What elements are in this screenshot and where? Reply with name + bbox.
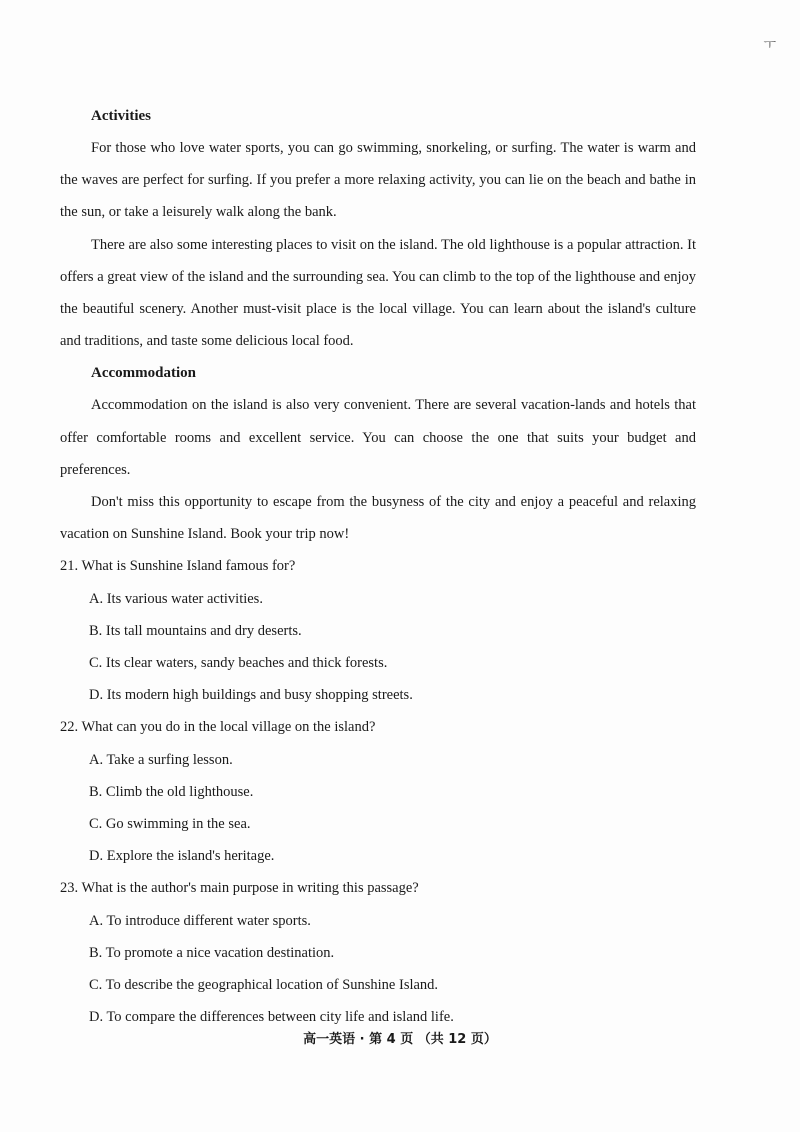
option-d: D. Its modern high buildings and busy shopping streets. (89, 687, 413, 704)
section-heading-accommodation: Accommodation (91, 365, 196, 382)
page-content (60, 100, 696, 1033)
option-c: C. To describe the geographical location of Sunshine Island. (89, 977, 439, 994)
option-c: C. Go swimming in the sea. (89, 816, 251, 833)
option-b: B. Its tall mountains and dry deserts. (89, 622, 302, 639)
option-c: C. Its clear waters, sandy beaches and thick forests. (89, 655, 388, 672)
option-list (60, 744, 696, 873)
question-23 (60, 872, 696, 1033)
question-text: 22. What can you do in the local village on the island? (60, 719, 376, 736)
paragraph: There are also some interesting places to visit on the island. The old lighthouse is a popular attraction. It offers a great view of the island and the surrounding sea. You can climb to the top of the lighthouse and enjoy the beautiful scenery. Another must-visit place is the local village. You can learn about the island's culture and traditions, and taste some delicious local food. (60, 236, 696, 350)
option-d: D. To compare the differences between city life and island life. (89, 1009, 454, 1026)
question-text: 21. What is Sunshine Island famous for? (60, 558, 296, 575)
option-d: D. Explore the island's heritage. (89, 848, 275, 865)
option-a: A. Take a surfing lesson. (89, 751, 233, 768)
paragraph: Accommodation on the island is also very convenient. There are several vacation-lands and hotels that offer comfortable rooms and excellent service. You can choose the one that suits your budget and preferences. (60, 397, 696, 478)
option-list (60, 905, 696, 1034)
section-heading-activities: Activities (91, 108, 151, 124)
question-21 (60, 550, 696, 711)
option-list (60, 583, 696, 712)
option-b: B. Climb the old lighthouse. (89, 783, 254, 800)
paragraph: Don't miss this opportunity to escape from the busyness of the city and enjoy a peaceful and relaxing vacation on Sunshine Island. Book your trip now! (60, 494, 696, 543)
question-22 (60, 711, 696, 872)
option-b: B. To promote a nice vacation destination. (89, 944, 335, 961)
paragraph: For those who love water sports, you can go swimming, snorkeling, or surfing. The water is warm and the waves are perfect for surfing. If you prefer a more relaxing activity, you can lie on the beach and bathe in the sun, or take a leisurely walk along the bank. (60, 140, 696, 221)
corner-mark: ㅜ (763, 38, 776, 53)
option-a: A. Its various water activities. (89, 590, 263, 607)
question-text: 23. What is the author's main purpose in writing this passage? (60, 880, 419, 897)
option-a: A. To introduce different water sports. (89, 912, 311, 929)
page-footer: 高一英语 · 第 4 页 （共 12 页） (303, 1032, 497, 1047)
